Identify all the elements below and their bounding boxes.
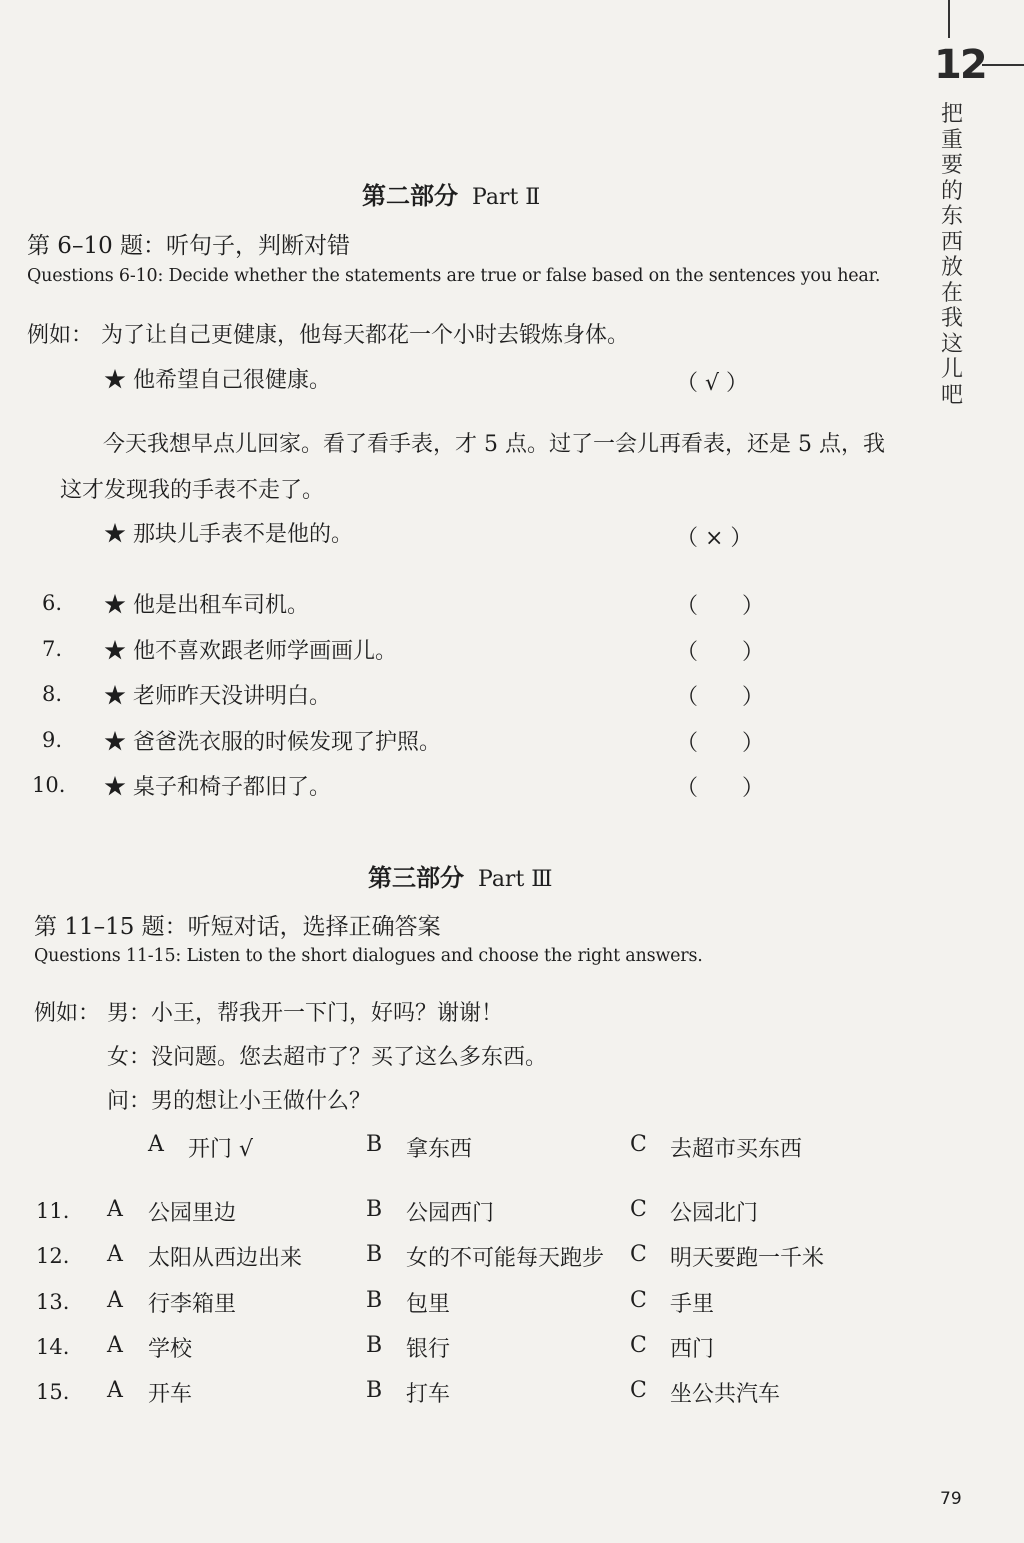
option-letter-b: B	[366, 1333, 383, 1358]
question-statement: ★ 老师昨天没讲明白。	[104, 684, 331, 709]
option-c[interactable]: 西门	[670, 1337, 715, 1362]
part2-example2-answer: （ × ）	[676, 526, 753, 551]
chapter-title-char: 放	[940, 255, 963, 280]
question-statement: ★ 他是出租车司机。	[104, 593, 309, 618]
option-letter-b: B	[366, 1288, 383, 1313]
part2-example2-line1: 今天我想早点儿回家。看了看手表，才 5 点。过了一会儿再看表，还是 5 点，我	[103, 432, 885, 457]
chapter-number: 12	[934, 42, 986, 88]
part3-instruction-en: Questions 11-15: Listen to the short dialogues and choose the right answers.	[34, 946, 703, 966]
chapter-title-char: 在	[940, 280, 963, 306]
question-number: 6.	[42, 591, 63, 615]
answer-blank[interactable]: （ ）	[676, 731, 765, 756]
part2-example-label: 例如：	[27, 323, 94, 348]
option-letter-b: B	[366, 1242, 383, 1267]
question-statement: ★ 爸爸洗衣服的时候发现了护照。	[104, 730, 441, 755]
question-statement: ★ 他不喜欢跟老师学画画儿。	[104, 639, 397, 664]
part3-example-option-c: 去超市买东西	[670, 1137, 803, 1162]
option-b[interactable]: 女的不可能每天跑步	[406, 1246, 605, 1271]
chapter-tab-vertical-line	[948, 0, 950, 38]
part3-example-option-b: 拿东西	[406, 1137, 473, 1162]
chapter-tab-horizontal-line	[982, 64, 1024, 66]
part2-instruction-en: Questions 6-10: Decide whether the statements are true or false based on the sentences you hear.	[27, 266, 881, 286]
chapter-title-char: 重	[940, 127, 963, 153]
part2-example2-line2: 这才发现我的手表不走了。	[60, 478, 325, 503]
answer-blank[interactable]: （ ）	[676, 776, 765, 801]
answer-blank[interactable]: （ ）	[676, 594, 765, 619]
question-number: 8.	[42, 682, 63, 706]
chapter-title-char: 把	[940, 102, 963, 127]
option-letter-c: C	[630, 1333, 647, 1358]
part2-instruction-cn: 第 6–10 题：听句子，判断对错	[27, 233, 351, 259]
option-letter-a: A	[107, 1378, 123, 1403]
answer-blank[interactable]: （ ）	[676, 640, 765, 665]
option-c[interactable]: 公园北门	[670, 1201, 759, 1226]
answer-blank[interactable]: （ ）	[676, 685, 765, 710]
question-number: 7.	[42, 637, 63, 661]
option-a[interactable]: 开车	[148, 1382, 193, 1407]
part3-title-cn: 第三部分	[368, 863, 464, 892]
chapter-title-char: 东	[940, 204, 963, 229]
part2-example-statement: ★ 他希望自己很健康。	[104, 368, 331, 393]
part3-instruction-cn: 第 11–15 题：听短对话，选择正确答案	[34, 914, 441, 940]
option-letter-a: A	[107, 1333, 123, 1358]
chapter-title-char: 的	[940, 178, 963, 204]
part3-example-line2: 女：没问题。您去超市了？买了这么多东西。	[107, 1045, 548, 1070]
part2-example2-statement: ★ 那块儿手表不是他的。	[104, 522, 353, 547]
chapter-title-char: 这	[940, 331, 963, 357]
question-number: 15.	[36, 1380, 70, 1404]
option-letter-c: C	[630, 1132, 647, 1157]
question-statement: ★ 桌子和椅子都旧了。	[104, 775, 331, 800]
option-letter-b: B	[366, 1197, 383, 1222]
option-a[interactable]: 学校	[148, 1337, 193, 1362]
option-b[interactable]: 包里	[406, 1292, 451, 1317]
option-a[interactable]: 太阳从西边出来	[148, 1246, 303, 1271]
option-letter-c: C	[630, 1288, 647, 1313]
part3-example-label: 例如：	[34, 1001, 101, 1026]
option-a[interactable]: 公园里边	[148, 1201, 237, 1226]
question-number: 10.	[32, 773, 66, 797]
chapter-title-char: 我	[940, 306, 963, 331]
option-letter-a: A	[107, 1197, 123, 1222]
option-letter-b: B	[366, 1132, 383, 1157]
question-number: 12.	[36, 1244, 70, 1268]
option-letter-c: C	[630, 1242, 647, 1267]
chapter-title	[938, 102, 966, 408]
part2-title-en: Part Ⅱ	[472, 185, 541, 210]
chapter-title-char: 吧	[940, 382, 963, 408]
question-number: 9.	[42, 728, 63, 752]
option-letter-c: C	[630, 1378, 647, 1403]
option-b[interactable]: 银行	[406, 1337, 451, 1362]
chapter-title-char: 儿	[940, 357, 963, 382]
part3-example-line3: 问：男的想让小王做什么？	[107, 1089, 372, 1114]
option-letter-a: A	[107, 1288, 123, 1313]
chapter-title-char: 西	[940, 229, 963, 255]
part2-title	[362, 176, 540, 211]
part2-example-answer: （ √ ）	[676, 371, 749, 396]
part3-title	[368, 858, 553, 893]
option-c[interactable]: 坐公共汽车	[670, 1382, 781, 1407]
question-number: 14.	[36, 1335, 70, 1359]
option-b[interactable]: 打车	[406, 1382, 451, 1407]
option-a[interactable]: 行李箱里	[148, 1292, 237, 1317]
part3-title-en: Part Ⅲ	[478, 867, 553, 892]
option-letter-c: C	[630, 1197, 647, 1222]
option-b[interactable]: 公园西门	[406, 1201, 495, 1226]
option-letter-a: A	[148, 1132, 164, 1157]
part2-title-cn: 第二部分	[362, 181, 458, 210]
option-letter-b: B	[366, 1378, 383, 1403]
page-number: 79	[940, 1489, 962, 1509]
part2-example-sentence: 为了让自己更健康，他每天都花一个小时去锻炼身体。	[101, 323, 630, 348]
question-number: 13.	[36, 1290, 70, 1314]
option-letter-a: A	[107, 1242, 123, 1267]
question-number: 11.	[36, 1199, 70, 1223]
chapter-title-char: 要	[940, 153, 963, 178]
option-c[interactable]: 明天要跑一千米	[670, 1246, 825, 1271]
part3-example-option-a: 开门 √	[188, 1137, 254, 1162]
option-c[interactable]: 手里	[670, 1292, 715, 1317]
part3-example-line1: 男：小王，帮我开一下门，好吗？谢谢！	[107, 1001, 504, 1026]
